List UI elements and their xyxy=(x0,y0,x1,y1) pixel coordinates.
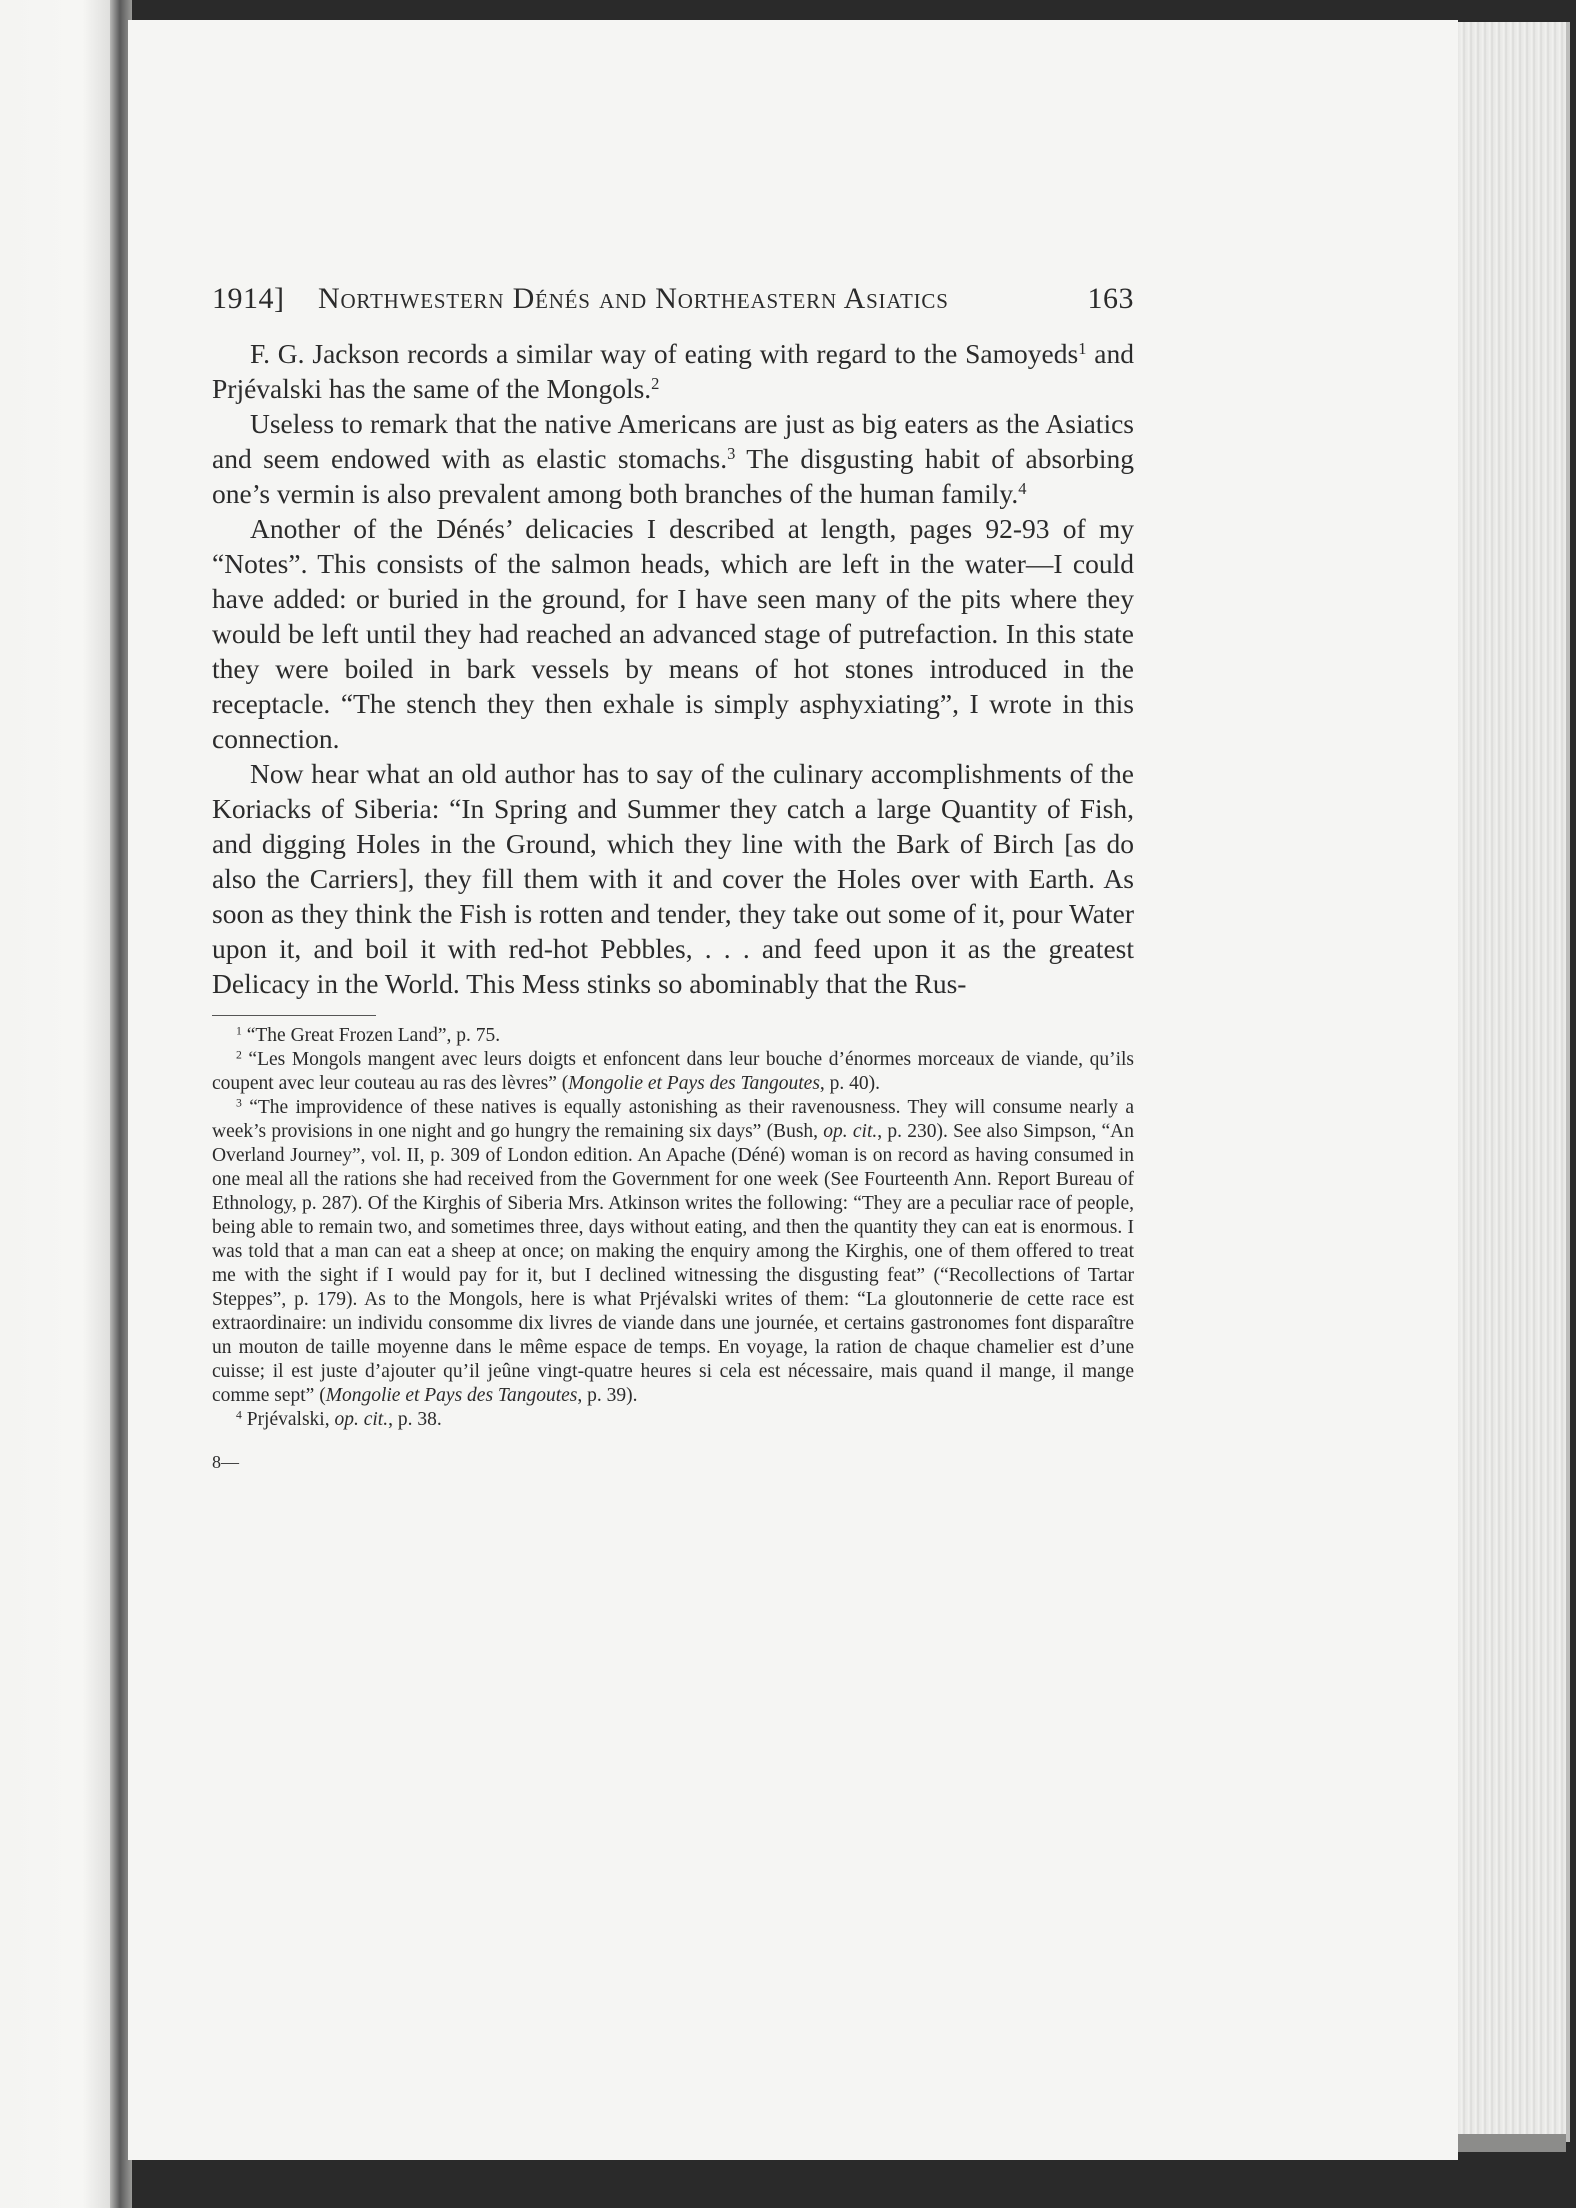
running-head xyxy=(212,282,1134,328)
footnote-ref-2: 2 xyxy=(651,373,660,393)
footnote-3-text-after: , p. 230). See also Simpson, “An Overland Journey”, vol. II, p. 309 of London edition. An Apache (Déné) woman is on record as having consumed in one meal all the rations she had received from the Government for one week (See Fourteenth Ann. Report Bureau of Ethnology, p. 287). Of the Kirghis of Siberia Mrs. Atkinson writes the following: “They are a peculiar race of people, being able to remain two, and sometimes three, days without eating, and then the quantity they can eat is enormous. I was told that a man can eat a sheep at once; on making the enquiry among the Kirghis, one of them offered to treat me with the sight if I would pay for it, but I declined witnessing the disgusting feat” (“Recollections of Tartar Steppes”, p. 179). As to the Mongols, here is what Prjévalski writes of them: “La gloutonnerie de cette race est extraordinaire: un individu consomme dix livres de viande dans une journée, et certains gastronomes font disparaître un mouton de taille moyenne dans le même espace de temps. En voyage, la ration de chaque chamelier est d’une cuisse; il est juste d’ajouter qu’il jeûne vingt-quatre heures si cela est nécessaire, mais quand il mange, il mange comme sept” ( xyxy=(212,1121,1134,1406)
footnote-3-text: “The improvidence of these natives is equally astonishing as their ravenousness. They will consume nearly a week’s provisions in one night and go hungry the remaining six days” (Bush, xyxy=(212,1097,1134,1142)
signature-mark: 8— xyxy=(212,1452,239,1472)
paragraph-2 xyxy=(212,406,1134,511)
footnote-2-text-after: , p. 40). xyxy=(819,1073,881,1094)
footnote-4 xyxy=(212,1408,1134,1432)
paragraph-4: Now hear what an old author has to say of the culinary accomplishments of the Koriacks of Siberia: “In Spring and Summer they catch a large Quantity of Fish, and digging Holes in the Ground, which they line with the Bark of Birch [as do also the Carriers], they fill them with it and cover the Holes over with Earth. As soon as they think the Fish is rotten and tender, they take out some of it, pour Water upon it, and boil it with red-hot Pebbles, . . . and feed upon it as the greatest Delicacy in the World. This Mess stinks so abominably that the Rus- xyxy=(212,758,1134,999)
facing-page-edge xyxy=(0,0,118,2208)
footnote-3 xyxy=(212,1096,1134,1408)
footnote-3-italic: op. cit. xyxy=(823,1121,878,1142)
book-page xyxy=(128,20,1458,2160)
paragraph-1-text-cont: and Prjévalski has the same of the Mongols. xyxy=(212,338,1134,404)
page-content xyxy=(212,282,1134,1473)
footnote-2-mark: 2 xyxy=(236,1048,242,1062)
footnotes xyxy=(212,1024,1134,1432)
running-head-year: 1914] xyxy=(212,282,285,315)
footnote-3-text-after-2: , p. 39). xyxy=(577,1385,638,1406)
body-text xyxy=(212,336,1134,1001)
footnote-ref-3: 3 xyxy=(727,443,736,463)
footnote-4-italic: op. cit. xyxy=(334,1409,389,1430)
paragraph-1 xyxy=(212,336,1134,406)
page-stack-edge xyxy=(1452,22,1570,2142)
paragraph-2-text-cont: The disgusting habit of absorbing one’s vermin is also prevalent among both branches of the human family. xyxy=(212,443,1134,509)
footnote-ref-4: 4 xyxy=(1018,478,1027,498)
footnote-1 xyxy=(212,1024,1134,1048)
footnote-2 xyxy=(212,1048,1134,1096)
footnote-ref-1: 1 xyxy=(1078,338,1087,358)
paragraph-2-text: Useless to remark that the native Americans are just as big eaters as the Asiatics and seem endowed with as elastic stomachs. xyxy=(212,408,1134,474)
footnote-4-mark: 4 xyxy=(236,1408,242,1422)
footnote-1-text: “The Great Frozen Land”, p. 75. xyxy=(241,1025,501,1046)
footnote-1-mark: 1 xyxy=(236,1024,242,1038)
paragraph-3: Another of the Dénés’ delicacies I described at length, pages 92-93 of my “Notes”. This consists of the salmon heads, which are left in the water—I could have added: or buried in the ground, for I have seen many of the pits where they would be left until they had reached an advanced stage of putrefaction. In this state they were boiled in bark vessels by means of hot stones introduced in the receptacle. “The stench they then exhale is simply asphyxiating”, I wrote in this connection. xyxy=(212,513,1134,754)
footnote-4-text: Prjévalski, xyxy=(241,1409,335,1430)
paragraph-1-text: F. G. Jackson records a similar way of eating with regard to the Samoyeds xyxy=(250,338,1079,369)
footnote-2-text: “Les Mongols mangent avec leurs doigts et enfoncent dans leur bouche d’énormes morceaux de viande, qu’ils coupent avec leur couteau au ras des lèvres” ( xyxy=(212,1049,1134,1094)
footnote-3-italic-2: Mongolie et Pays des Tangoutes xyxy=(325,1385,578,1406)
footnote-4-text-after: , p. 38. xyxy=(388,1409,442,1430)
footnote-2-italic: Mongolie et Pays des Tangoutes xyxy=(568,1073,820,1094)
footnote-3-mark: 3 xyxy=(236,1096,242,1110)
page-number: 163 xyxy=(1087,282,1134,315)
running-head-title: Northwestern Dénés and Northeastern Asiatics xyxy=(318,282,949,315)
footnote-rule xyxy=(212,1015,376,1016)
